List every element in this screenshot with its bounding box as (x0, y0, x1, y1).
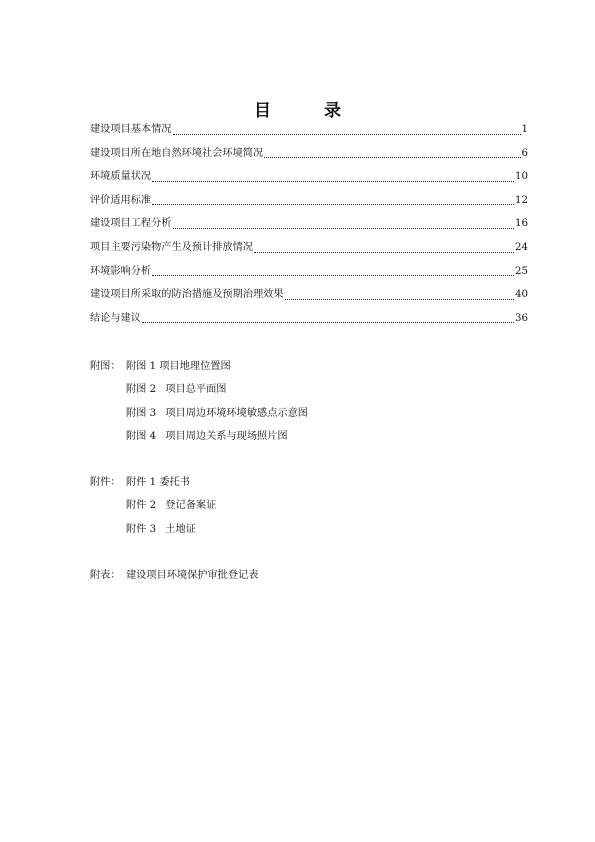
attachment-item[interactable] (90, 518, 216, 541)
table-of-contents (90, 118, 528, 330)
figures-list (90, 355, 308, 378)
attachment-title: 项目周边关系与现场照片图 (165, 431, 288, 443)
toc-entry[interactable] (90, 307, 528, 331)
toc-entry-label: 评价适用标准 (90, 194, 152, 206)
figures-section (90, 355, 308, 449)
toc-page-number: 1 (521, 124, 528, 135)
toc-dot-leader (285, 299, 514, 300)
attachment-prefix: 附图 (126, 407, 147, 419)
page-title: 目 录 (254, 101, 359, 121)
toc-entry[interactable] (90, 142, 528, 166)
attachment-prefix: 附图 (126, 384, 147, 396)
toc-page-number: 25 (515, 265, 528, 277)
attachments-heading: 附件： (90, 477, 121, 488)
toc-entry[interactable] (90, 260, 528, 284)
toc-entry[interactable] (90, 165, 528, 189)
attachment-title: 项目周边环境环境敏感点示意图 (165, 407, 308, 419)
attachment-prefix: 附件 (126, 477, 147, 488)
toc-entry-label: 建设项目所采取的防治措施及预期治理效果 (90, 289, 284, 301)
toc-entry[interactable] (90, 118, 528, 142)
toc-entry-label: 结论与建议 (90, 312, 141, 324)
attachment-item[interactable] (126, 355, 231, 378)
tables-section (90, 564, 258, 587)
attachment-number: 4 (149, 431, 157, 443)
toc-dot-leader (152, 275, 514, 276)
attachment-item[interactable] (90, 402, 308, 425)
toc-entry[interactable] (90, 283, 528, 307)
toc-entry-label: 环境影响分析 (90, 265, 152, 277)
attachment-title[interactable]: 建设项目环境保护审批登记表 (126, 570, 259, 581)
toc-dot-leader (173, 134, 521, 135)
figures-heading: 附图： (90, 361, 121, 372)
toc-page-number: 12 (515, 194, 528, 206)
toc-page-number: 40 (515, 289, 528, 301)
toc-page-number: 16 (515, 218, 528, 230)
attachment-number: 2 (149, 384, 157, 396)
toc-dot-leader (152, 204, 514, 205)
toc-entry[interactable] (90, 236, 528, 260)
attachment-prefix: 附件 (126, 523, 147, 535)
toc-entry-label: 项目主要污染物产生及预计排放情况 (90, 241, 253, 253)
toc-entry[interactable] (90, 212, 528, 236)
attachment-item[interactable] (90, 378, 308, 401)
toc-entry-label: 建设项目所在地自然环境社会环境简况 (90, 147, 264, 159)
attachment-number: 3 (149, 523, 157, 535)
attachment-title: 项目总平面图 (165, 384, 227, 396)
attachment-item[interactable] (126, 471, 190, 494)
toc-dot-leader (264, 157, 520, 158)
attachment-prefix: 附图 (126, 431, 147, 443)
attachments-section (90, 471, 216, 541)
attachment-title: 登记备案证 (165, 500, 217, 512)
toc-entry[interactable] (90, 189, 528, 213)
attachments-list (90, 471, 216, 494)
attachment-number: 1 (149, 361, 157, 372)
toc-dot-leader (254, 252, 514, 253)
attachment-prefix: 附图 (126, 361, 147, 372)
attachment-title: 土地证 (165, 523, 196, 535)
toc-dot-leader (152, 181, 514, 182)
attachment-number: 2 (149, 500, 157, 512)
toc-page-number: 6 (521, 147, 528, 159)
toc-page-number: 24 (515, 241, 528, 253)
attachment-item[interactable] (90, 494, 216, 517)
toc-entry-label: 建设项目基本情况 (90, 124, 172, 135)
attachment-prefix: 附件 (126, 500, 147, 512)
toc-page-number: 36 (515, 312, 528, 324)
attachment-title: 项目地理位置图 (159, 361, 231, 372)
attachment-item[interactable] (90, 425, 308, 448)
attachment-number: 3 (149, 407, 157, 419)
toc-entry-label: 环境质量状况 (90, 171, 152, 183)
attachment-number: 1 (149, 477, 157, 488)
tables-list (90, 564, 258, 587)
tables-heading: 附表： (90, 570, 121, 581)
attachment-title: 委托书 (159, 477, 190, 488)
toc-dot-leader (142, 322, 514, 323)
toc-entry-label: 建设项目工程分析 (90, 218, 172, 230)
toc-page-number: 10 (515, 171, 528, 183)
toc-dot-leader (173, 228, 515, 229)
